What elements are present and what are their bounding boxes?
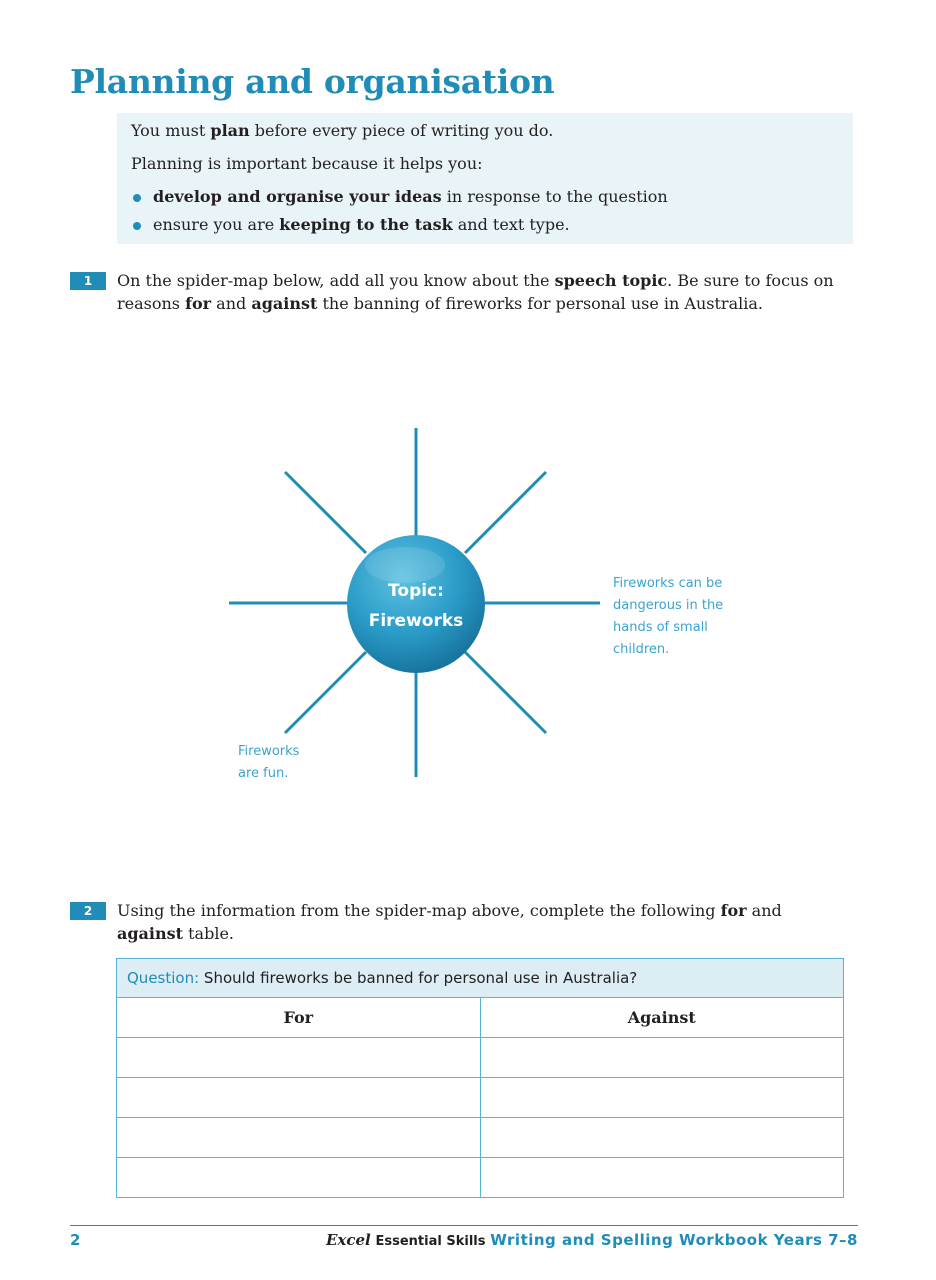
against-cell[interactable] — [480, 1158, 844, 1198]
spider-leg-top-left — [285, 472, 366, 553]
for-cell[interactable] — [117, 1078, 481, 1118]
against-cell[interactable] — [480, 1078, 844, 1118]
against-cell[interactable] — [480, 1038, 844, 1078]
question-2-text: Using the information from the spider-map above, complete the following for and against table. — [117, 901, 782, 943]
question-1-text: On the spider-map below, add all you know about the speech topic. Be sure to focus on reasons for and against the banning of fireworks for personal use in Australia. — [117, 271, 834, 313]
against-cell[interactable] — [480, 1118, 844, 1158]
topic-label-line-1: Topic: — [388, 581, 444, 601]
spider-leg-bottom-left — [285, 652, 366, 733]
spider-leg-bottom-right — [465, 652, 546, 733]
col-header-for: For — [117, 998, 481, 1038]
for-cell[interactable] — [117, 1038, 481, 1078]
note-right: Fireworks can be dangerous in the hands of small children. — [613, 576, 724, 657]
topic-label-line-2: Fireworks — [368, 611, 464, 631]
intro-line-1: You must plan before every piece of writing you do. — [131, 121, 554, 140]
for-cell[interactable] — [117, 1118, 481, 1158]
page-title: Planning and organisation — [70, 62, 555, 101]
question-2-number: 2 — [70, 902, 106, 920]
question-1-number: 1 — [70, 272, 106, 290]
page-number: 2 — [70, 1231, 81, 1249]
col-header-against: Against — [480, 998, 844, 1038]
bullet-item: develop and organise your ideas in response to the question — [131, 187, 839, 207]
for-cell[interactable] — [117, 1158, 481, 1198]
footer-rule — [70, 1225, 858, 1226]
spider-leg-top-right — [465, 472, 546, 553]
footer-book-title: Excel Essential Skills Writing and Spelling Workbook Years 7–8 — [325, 1231, 858, 1249]
intro-line-2: Planning is important because it helps you: — [131, 154, 483, 173]
bullet-item: ensure you are keeping to the task and text type. — [131, 215, 839, 235]
note-left: Fireworks are fun. — [238, 744, 300, 781]
table-question: Question: Should fireworks be banned for personal use in Australia? — [117, 959, 844, 998]
for-against-table — [116, 958, 844, 1198]
